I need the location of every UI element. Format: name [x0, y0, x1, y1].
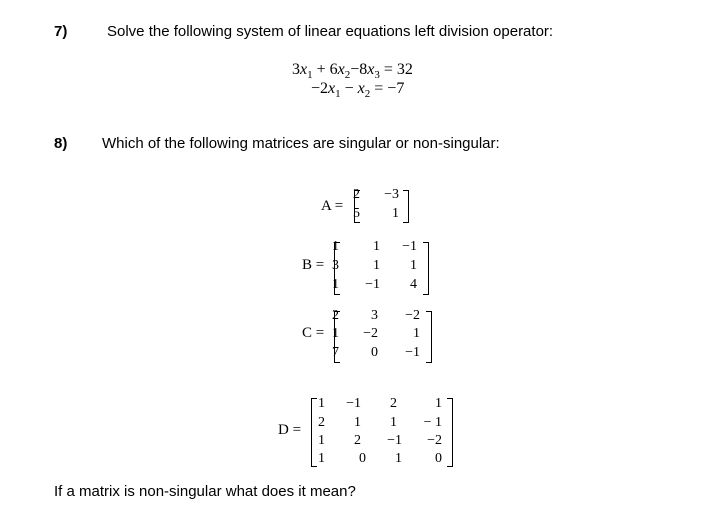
matrix-b-cell: 3 [332, 258, 339, 273]
matrix-d-cell: 0 [359, 451, 366, 466]
matrix-b-cell: 4 [410, 277, 417, 292]
matrix-b-cell: −1 [365, 277, 380, 292]
matrix-c-cell: 7 [332, 345, 339, 360]
matrix-c-label: C = [302, 325, 325, 341]
matrix-d-cell: 0 [435, 451, 442, 466]
matrix-d-cell: 1 [318, 433, 325, 448]
matrix-b-cell: 1 [373, 258, 380, 273]
matrix-a-cell: 5 [353, 206, 360, 221]
matrix-a-right-bracket [403, 190, 409, 223]
matrix-d-cell: −2 [427, 433, 442, 448]
matrix-d-cell: 1 [390, 415, 397, 430]
matrix-b-cell: −1 [402, 239, 417, 254]
matrix-d-right-bracket [447, 398, 453, 467]
matrix-d-cell: 1 [354, 415, 361, 430]
matrix-c-right-bracket [426, 311, 432, 363]
matrix-b-cell: 1 [332, 239, 339, 254]
question-8-prompt: Which of the following matrices are singular or non-singular: [102, 135, 500, 152]
equation-2: $-2x_1 - x_2 = -7$ [311, 80, 405, 101]
matrix-d-cell: 1 [395, 451, 402, 466]
matrix-b-label: B = [302, 257, 325, 273]
matrix-c-cell: 2 [332, 308, 339, 323]
matrix-d-cell: 1 [318, 396, 325, 411]
question-7-number: 7) [54, 23, 68, 40]
matrix-d-cell: −1 [346, 396, 361, 411]
matrix-d-cell: − 1 [423, 415, 442, 430]
matrix-c-cell: −1 [405, 345, 420, 360]
matrix-d-cell: 2 [354, 433, 361, 448]
matrix-c-cell: −2 [363, 326, 378, 341]
matrix-d-cell: 2 [390, 396, 397, 411]
matrix-c-cell: 1 [332, 326, 339, 341]
matrix-a-label: A = [321, 198, 344, 214]
matrix-a-cell: 2 [353, 187, 360, 202]
question-8-number: 8) [54, 135, 68, 152]
matrix-b-cell: 1 [410, 258, 417, 273]
matrix-a-cell: −3 [384, 187, 399, 202]
equation-1: $3x_1 + 6x_2-8x_3 = 32$ [292, 61, 413, 82]
matrix-b-right-bracket [423, 242, 429, 295]
matrix-c-cell: 0 [371, 345, 378, 360]
matrix-b-cell: 1 [373, 239, 380, 254]
matrix-d-label: D = [278, 422, 302, 438]
matrix-d-cell: 1 [318, 451, 325, 466]
matrix-d-cell: −1 [387, 433, 402, 448]
matrix-d-cell: 2 [318, 415, 325, 430]
question-7-prompt: Solve the following system of linear equations left division operator: [107, 23, 554, 40]
matrix-b-cell: 1 [332, 277, 339, 292]
matrix-d-cell: 1 [435, 396, 442, 411]
matrix-c-cell: −2 [405, 308, 420, 323]
follow-up-question: If a matrix is non-singular what does it mean? [54, 483, 356, 500]
matrix-c-cell: 3 [371, 308, 378, 323]
matrix-a-cell: 1 [392, 206, 399, 221]
matrix-c-cell: 1 [413, 326, 420, 341]
